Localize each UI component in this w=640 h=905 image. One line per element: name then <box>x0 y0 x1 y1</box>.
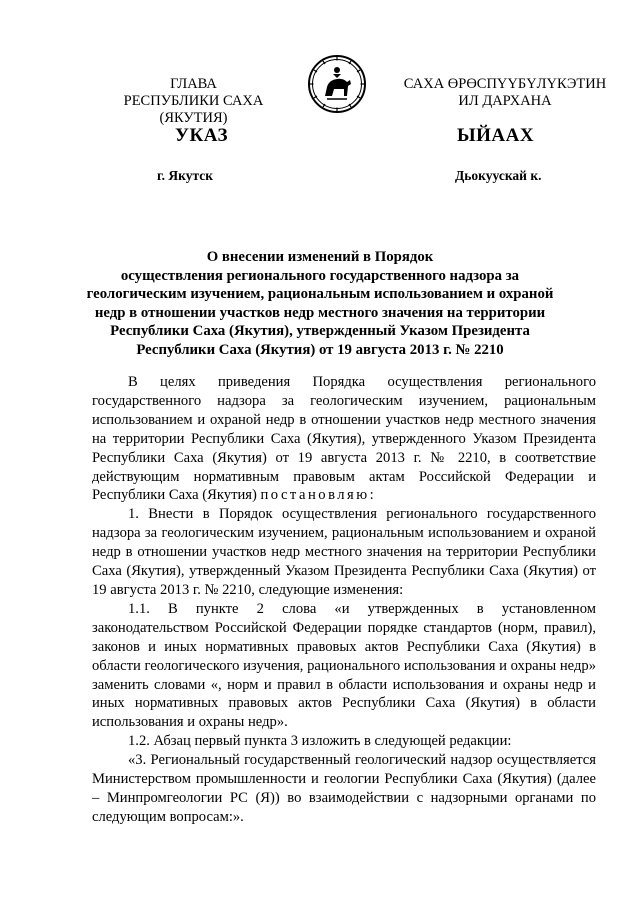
issuer-ru-line1: ГЛАВА <box>170 76 217 92</box>
title-line: геологическим изучением, рациональным использованием и охраной <box>86 286 554 303</box>
doc-type-sakha: ЫЙААХ <box>457 125 535 146</box>
issuer-sakha <box>400 76 610 110</box>
preamble-text: В целях приведения Порядка осуществления регионального государственного надзора за геологическим изучением, рациональным использованием и охраной недр в отношении участков недр местного значения на территории Республики Саха (Якутия), утвержденного Указом Президента Республики Саха (Якутия) от 19 августа 2013 г. № 2210, в соответствие действующим нормативным правовым актам Российской Федерации и Республики Саха (Якутия) <box>92 374 596 504</box>
quoted-clause-3-paragraph: «3. Региональный государственный геологический надзор осуществляется Министерством промышленности и геологии Республики Саха (Якутия) (далее – Минпромгеологии РС (Я)) во взаимодействии с надзорными органами по следующим вопросам:». <box>92 752 596 825</box>
issuer-ru <box>91 76 296 127</box>
issuer-sakha-line2: ИЛ ДАРХАНА <box>458 93 552 109</box>
issuer-ru-line2: РЕСПУБЛИКИ САХА (ЯКУТИЯ) <box>123 93 264 126</box>
emblem-icon <box>307 54 367 114</box>
title-line: О внесении изменений в Порядок <box>206 249 434 265</box>
clause-1-2-paragraph: 1.2. Абзац первый пункта 3 изложить в следующей редакции: <box>128 733 512 750</box>
title-line: недр в отношении участков недр местного значения на территории <box>94 304 546 321</box>
doc-type-ru: УКАЗ <box>175 125 228 146</box>
title-line: Республики Саха (Якутия) от 19 августа 2013 г. № 2210 <box>136 341 504 358</box>
issuer-sakha-line1: САХА ӨРӨСПҮҮБҮЛҮКЭТИН <box>403 76 607 92</box>
coat-of-arms-emblem <box>307 54 367 114</box>
city-sakha: Дьокуускай к. <box>455 168 542 183</box>
preamble-paragraph <box>92 373 596 505</box>
decree-word: постановляю: <box>260 487 377 504</box>
city-ru: г. Якутск <box>157 168 214 183</box>
title-line: осуществления регионального государственного надзора за <box>120 267 520 284</box>
document-title <box>80 248 560 360</box>
clause-1-1-paragraph: 1.1. В пункте 2 слова «и утвержденных в установленном законодательством Российской Федерации порядке стандартов (норм, правил), законов и иных нормативных правовых актов Республики Саха (Якутия) в области геологического изучения, рационального использования и охраны недр» заменить словами «, норм и правил в области использования и охраны недр и иных нормативных правовых актов Республики Саха (Якутия) в области использования и охраны недр». <box>92 600 596 731</box>
document-body <box>92 373 596 827</box>
clause-1-paragraph: 1. Внести в Порядок осуществления регионального государственного надзора за геологическим изучением, рациональным использованием и охраной недр в отношении участков недр местного значения на территории Республики Саха (Якутия), утвержденный Указом Президента Республики Саха (Якутия) от 19 августа 2013 г. № 2210, следующие изменения: <box>92 506 596 598</box>
title-line: Республики Саха (Якутия), утвержденный Указом Президента <box>110 323 530 340</box>
